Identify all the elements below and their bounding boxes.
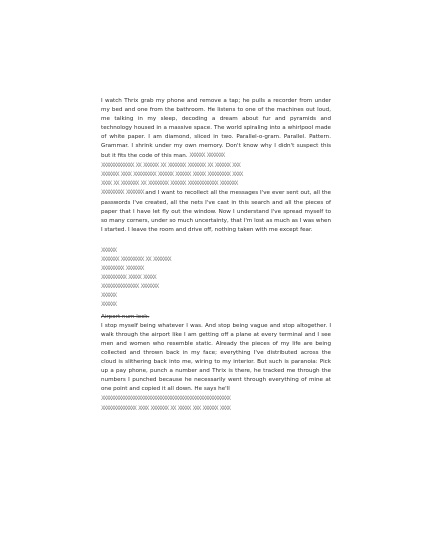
paragraph-two: [101, 313, 331, 394]
redacted-line: XXXXXXXXXXXXXX XXXX XXXXXXX XX XXXXX XXX XXXXXX XXXX: [101, 404, 230, 412]
redacted-line: XXXXXX: [101, 300, 116, 308]
struck-heading: Airport num lock.: [101, 314, 150, 321]
redacted-line: XXXXXXX XXXXXXXXX XX XXXXXXX: [101, 255, 171, 263]
paragraph-one-continued: [101, 188, 331, 234]
redacted-line: XXXXXXXXX XXXXXXX: [101, 264, 144, 272]
redacted-text: XXXXXXXXX XXXXXXX: [101, 189, 144, 197]
redacted-line: XXXXXXXXXX XXXXX XXXXX: [101, 273, 156, 281]
redacted-line: XXXXXXXXXXXXXXX XXXXXXX: [101, 282, 158, 290]
redacted-line: XXXXXX: [101, 291, 116, 299]
paragraph-two-text: I stop myself being whatever I was. And stop being vague and stop altogether. I walk through the airport like I am getting off a plane at every terminal and I see men and women who resemble static. Already the pieces of my life are being collected and thrown back in my face; everything I've distributed across the cloud is slithering back into me, wiring to my interior. But such is paranoia: Pick up a pay phone, punch a number and Thrix is there, he tracked me through the numbers I punched because he necessarily went through everything of mine at one point and copied it all down. He says he'll: [101, 323, 331, 393]
redacted-line: XXXXXX: [101, 246, 116, 254]
redacted-block: [101, 246, 331, 309]
paragraph-one: [101, 97, 331, 161]
redacted-text: XXXXXX XXXXXXX: [189, 152, 225, 160]
document-page: [101, 97, 331, 413]
paragraph-one-text: I watch Thrix grab my phone and remove a tap; he pulls a recorder from under my bed and one from the bathroom. He listens to one of the machines out loud, me talking in my sleep, decoding a dream about fur and pyramids and technology housed in a massive space. The world spiraling into a whirlpool made of white paper. I am diamond, sliced in two. Parallel-o-gram. Parallel. Pattern. Grammar. I shrink under my own memory. Don't know why I didn't suspect this but it fits the code of this man.: [101, 98, 331, 160]
redacted-line: XXXX XX XXXXXXX XX XXXXXXXX XXXXXX XXXXXXXXXXXX XXXXXXX: [101, 180, 238, 188]
paragraph-one-continued-text: and I want to recollect all the messages I've ever sent out, all the passwords I've created, all the nets I've cast in this search and all the pieces of paper that I have let fly out the window. Now I understand I've spread myself to so many corners, under so much uncertainty, that I'm lost as much as I was when I started. I leave the room and drive off, nothing taken with me except fear.: [101, 190, 331, 233]
redacted-line: XXXXXXXXXXXXX XX XXXXXX XX XXXXXXX XXXXXXX XX XXXXXX XXX: [101, 162, 240, 170]
redacted-line: XXXXXXXXXXXXXXXXXXXXXXXXXXXXXXXXXXXXXXXXXXXXXXXXXXXX: [101, 395, 230, 403]
redacted-lines: [101, 394, 331, 412]
redacted-lines: [101, 161, 331, 188]
redacted-line: XXXXXXX XXXX XXXXXXXXX XXXXXX XXXXXX XXXXX XXXXXXXXX XXXX: [101, 171, 243, 179]
